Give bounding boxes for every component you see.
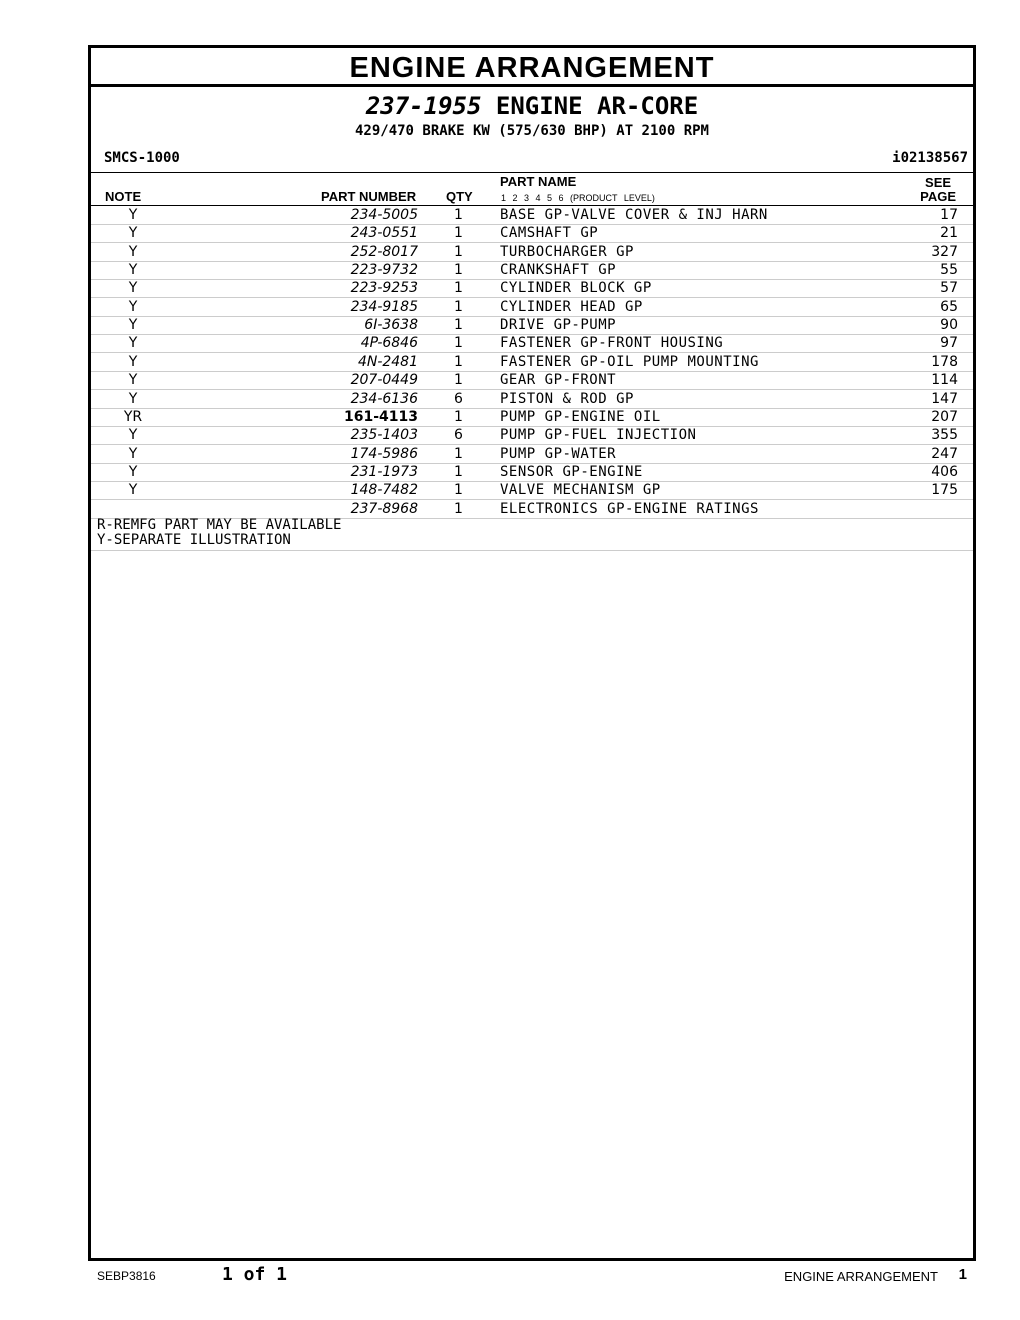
qty-cell: 6	[454, 427, 463, 444]
header-divider	[91, 172, 973, 173]
part-number-cell: 174-5986	[350, 445, 418, 462]
table-row	[91, 390, 973, 409]
footer-doc-id: SEBP3816	[97, 1269, 156, 1283]
part-number-cell: 161-4113	[344, 408, 418, 425]
footer-page-of: 1 of 1	[222, 1264, 288, 1285]
see-page-cell: 207	[931, 408, 958, 425]
table-row	[91, 316, 973, 335]
see-page-cell: 175	[931, 482, 958, 499]
see-page-cell: 97	[940, 335, 958, 352]
part-name-cell: DRIVE GP-PUMP	[500, 317, 617, 334]
section-title: ENGINE ARRANGEMENT	[91, 48, 973, 87]
note-cell: YR	[123, 408, 143, 425]
table-row	[91, 243, 973, 262]
table-row	[91, 353, 973, 372]
part-name-cell: BASE GP-VALVE COVER & INJ HARN	[500, 207, 768, 223]
table-row	[91, 279, 973, 298]
footer-page-number: 1	[958, 1266, 967, 1283]
qty-cell: 1	[454, 408, 463, 425]
parts-list-frame	[88, 45, 976, 1261]
qty-cell: 1	[454, 463, 463, 480]
table-row	[91, 298, 973, 317]
note-cell: Y	[128, 298, 138, 315]
table-row	[91, 426, 973, 445]
part-name-cell: PISTON & ROD GP	[500, 390, 634, 407]
part-name-cell: VALVE MECHANISM GP	[500, 482, 661, 499]
part-number-cell: 234-6136	[350, 390, 418, 407]
part-number-cell: 148-7482	[350, 482, 418, 499]
note-cell: Y	[128, 262, 138, 279]
column-header-part-number: PART NUMBER	[321, 189, 417, 204]
part-name-cell: SENSOR GP-ENGINE	[500, 463, 643, 480]
legend-item: Y-SEPARATE ILLUSTRATION	[97, 532, 291, 548]
part-number-cell: 243-0551	[350, 225, 418, 242]
legend-divider	[91, 550, 973, 551]
part-name-cell: ELECTRONICS GP-ENGINE RATINGS	[500, 500, 759, 517]
group-name: ENGINE AR-CORE	[495, 92, 699, 120]
part-number-cell: 234-9185	[350, 298, 418, 315]
qty-cell: 1	[454, 280, 463, 297]
see-label: SEE	[925, 175, 952, 190]
part-number-cell: 4N-2481	[357, 353, 418, 370]
note-cell: Y	[128, 482, 138, 499]
see-page-cell: 90	[940, 317, 958, 334]
see-page-cell: 247	[931, 445, 958, 462]
see-page-cell: 55	[940, 262, 958, 279]
see-page-cell: 65	[940, 298, 958, 315]
table-row	[91, 500, 973, 519]
qty-cell: 1	[454, 243, 463, 260]
note-cell: Y	[128, 317, 138, 334]
qty-cell: 1	[454, 353, 463, 370]
part-name-cell: CYLINDER BLOCK GP	[500, 280, 652, 297]
column-header-qty: QTY	[446, 189, 473, 204]
illustration-id: i02138567	[892, 150, 968, 166]
see-page-cell: 406	[931, 463, 958, 480]
part-name-cell: CYLINDER HEAD GP	[500, 298, 643, 315]
qty-cell: 1	[454, 500, 463, 517]
table-row	[91, 334, 973, 353]
qty-cell: 1	[454, 445, 463, 462]
note-cell: Y	[128, 445, 138, 462]
part-name-cell: PUMP GP-FUEL INJECTION	[500, 427, 697, 444]
column-header-note: NOTE	[105, 189, 142, 204]
note-cell: Y	[128, 463, 138, 480]
legend-item: R-REMFG PART MAY BE AVAILABLE	[97, 517, 342, 533]
legend	[97, 518, 341, 548]
part-number-cell: 223-9253	[350, 280, 418, 297]
table-row	[91, 261, 973, 280]
note-cell: Y	[128, 372, 138, 389]
part-name-cell: PUMP GP-WATER	[500, 445, 617, 462]
see-page-cell: 57	[940, 280, 958, 297]
smcs-code: SMCS-1000	[104, 150, 180, 166]
see-page-cell: 178	[931, 353, 958, 370]
note-cell: Y	[128, 207, 138, 223]
footer-section: ENGINE ARRANGEMENT	[784, 1269, 938, 1284]
qty-cell: 1	[454, 262, 463, 279]
page-label: PAGE	[920, 189, 956, 204]
note-cell: Y	[128, 390, 138, 407]
note-cell: Y	[128, 353, 138, 370]
note-cell: Y	[128, 427, 138, 444]
part-number-cell: 4P-6846	[360, 335, 418, 352]
part-name-cell: CRANKSHAFT GP	[500, 262, 617, 279]
part-name-cell: FASTENER GP-FRONT HOUSING	[500, 335, 724, 352]
table-row	[91, 463, 973, 482]
table-row	[91, 371, 973, 390]
part-number-cell: 234-5005	[350, 207, 418, 223]
note-cell: Y	[128, 280, 138, 297]
group-heading	[91, 92, 973, 120]
part-number-cell: 252-8017	[350, 243, 418, 260]
qty-cell: 1	[454, 482, 463, 499]
qty-cell: 6	[454, 390, 463, 407]
see-page-cell: 147	[931, 390, 958, 407]
see-page-cell: 327	[931, 243, 958, 260]
qty-cell: 1	[454, 317, 463, 334]
table-row	[91, 481, 973, 500]
part-number-cell: 6I-3638	[364, 317, 418, 334]
table-row	[91, 206, 973, 225]
qty-cell: 1	[454, 335, 463, 352]
part-number-cell: 237-8968	[350, 500, 418, 517]
qty-cell: 1	[454, 207, 463, 223]
qty-cell: 1	[454, 298, 463, 315]
table-row	[91, 224, 973, 243]
see-page-cell: 21	[940, 225, 958, 242]
part-name-cell: GEAR GP-FRONT	[500, 372, 617, 389]
part-name-cell: PUMP GP-ENGINE OIL	[500, 408, 661, 425]
note-cell: Y	[128, 335, 138, 352]
part-number-cell: 207-0449	[350, 372, 418, 389]
note-cell: Y	[128, 243, 138, 260]
part-number-cell: 223-9732	[350, 262, 418, 279]
qty-cell: 1	[454, 372, 463, 389]
table-row	[91, 408, 973, 427]
column-header-see-page	[920, 176, 956, 204]
part-number-cell: 235-1403	[350, 427, 418, 444]
group-part-number: 237-1955	[365, 92, 482, 120]
note-cell: Y	[128, 225, 138, 242]
table-row	[91, 445, 973, 464]
qty-cell: 1	[454, 225, 463, 242]
part-number-cell: 231-1973	[350, 463, 418, 480]
see-page-cell: 114	[931, 372, 958, 389]
part-name-cell: CAMSHAFT GP	[500, 225, 599, 242]
product-level-labels: 1 2 3 4 5 6 (PRODUCT LEVEL)	[501, 193, 655, 203]
column-header-part-name: PART NAME	[500, 174, 577, 189]
part-name-cell: TURBOCHARGER GP	[500, 243, 634, 260]
engine-rating: 429/470 BRAKE KW (575/630 BHP) AT 2100 RPM	[354, 123, 709, 139]
part-name-cell: FASTENER GP-OIL PUMP MOUNTING	[500, 353, 759, 370]
see-page-cell: 17	[940, 207, 958, 223]
see-page-cell: 355	[931, 427, 958, 444]
